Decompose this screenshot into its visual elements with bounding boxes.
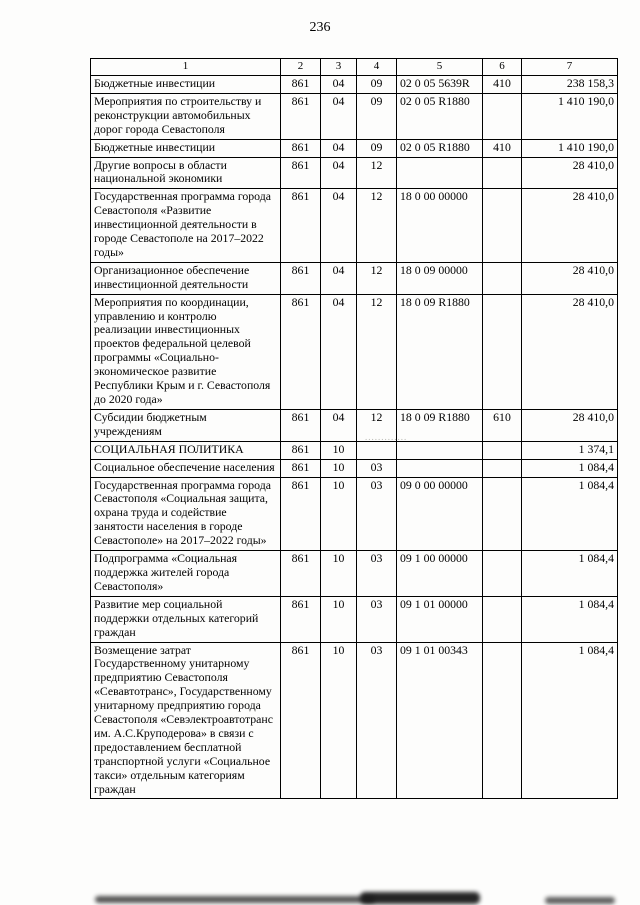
cell-subsection-code: 12 xyxy=(357,409,397,441)
cell-name: Мероприятия по строительству и реконструкции автомобильных дорог города Севастополя xyxy=(91,93,281,139)
cell-grbs-code: 861 xyxy=(281,157,321,189)
cell-grbs-code: 861 xyxy=(281,409,321,441)
cell-expense-type-code xyxy=(483,157,522,189)
table-row xyxy=(91,75,618,93)
header-cell-6: 6 xyxy=(483,59,522,76)
cell-target-article-code: 09 0 00 00000 xyxy=(397,477,483,551)
cell-name: СОЦИАЛЬНАЯ ПОЛИТИКА xyxy=(91,441,281,459)
cell-amount: 238 158,3 xyxy=(522,75,618,93)
cell-section-code: 04 xyxy=(321,262,357,294)
cell-grbs-code: 861 xyxy=(281,93,321,139)
cell-expense-type-code xyxy=(483,294,522,409)
cell-amount: 1 410 190,0 xyxy=(522,93,618,139)
header-row xyxy=(91,59,618,76)
cell-section-code: 10 xyxy=(321,551,357,597)
cell-section-code: 04 xyxy=(321,294,357,409)
scan-artifact-bottom-right-icon xyxy=(545,897,615,904)
table-header xyxy=(91,59,618,76)
cell-expense-type-code xyxy=(483,459,522,477)
cell-section-code: 10 xyxy=(321,477,357,551)
cell-name: Бюджетные инвестиции xyxy=(91,75,281,93)
cell-name: Организационное обеспечение инвестиционной деятельности xyxy=(91,262,281,294)
cell-amount: 1 084,4 xyxy=(522,459,618,477)
header-cell-3: 3 xyxy=(321,59,357,76)
cell-grbs-code: 861 xyxy=(281,189,321,263)
table-row xyxy=(91,642,618,799)
cell-name: Другие вопросы в области национальной экономики xyxy=(91,157,281,189)
cell-subsection-code: 03 xyxy=(357,596,397,642)
cell-name: Государственная программа города Севастополя «Развитие инвестиционной деятельности в городе Севастополе на 2017–2022 годы» xyxy=(91,189,281,263)
cell-expense-type-code xyxy=(483,189,522,263)
cell-name: Бюджетные инвестиции xyxy=(91,139,281,157)
cell-amount: 1 084,4 xyxy=(522,596,618,642)
budget-table xyxy=(90,58,618,799)
cell-amount: 28 410,0 xyxy=(522,294,618,409)
table-row xyxy=(91,551,618,597)
cell-subsection-code: 09 xyxy=(357,75,397,93)
table-row xyxy=(91,262,618,294)
cell-subsection-code: 12 xyxy=(357,262,397,294)
cell-expense-type-code xyxy=(483,596,522,642)
cell-section-code: 04 xyxy=(321,93,357,139)
scan-artifact-bottom-left-icon xyxy=(95,896,375,903)
cell-target-article-code: 02 0 05 5639R xyxy=(397,75,483,93)
cell-amount: 28 410,0 xyxy=(522,157,618,189)
cell-target-article-code xyxy=(397,157,483,189)
cell-target-article-code: 18 0 00 00000 xyxy=(397,189,483,263)
cell-expense-type-code xyxy=(483,441,522,459)
cell-expense-type-code: 410 xyxy=(483,139,522,157)
cell-section-code: 04 xyxy=(321,139,357,157)
cell-section-code: 04 xyxy=(321,409,357,441)
cell-amount: 1 084,4 xyxy=(522,551,618,597)
table-row xyxy=(91,157,618,189)
cell-section-code: 04 xyxy=(321,75,357,93)
page-number: 236 xyxy=(309,20,331,35)
cell-amount: 28 410,0 xyxy=(522,189,618,263)
cell-expense-type-code: 610 xyxy=(483,409,522,441)
scan-artifact-bottom-center-icon xyxy=(360,892,480,904)
table-row xyxy=(91,93,618,139)
cell-section-code: 04 xyxy=(321,157,357,189)
table-row xyxy=(91,294,618,409)
scan-smudge-icon: ............. xyxy=(365,432,408,442)
cell-target-article-code: 09 1 01 00343 xyxy=(397,642,483,799)
cell-amount: 1 084,4 xyxy=(522,642,618,799)
cell-section-code: 10 xyxy=(321,596,357,642)
cell-target-article-code: 18 0 09 00000 xyxy=(397,262,483,294)
cell-name: Государственная программа города Севастополя «Социальная защита, охрана труда и содействие занятости населения в городе Севастополе» на 2017–2022 годы» xyxy=(91,477,281,551)
cell-name: Мероприятия по координации, управлению и контролю реализации инвестиционных проектов федеральной целевой программы «Социально-экономическое развитие Республики Крым и г. Севастополя до 2020 года» xyxy=(91,294,281,409)
cell-section-code: 10 xyxy=(321,642,357,799)
cell-grbs-code: 861 xyxy=(281,459,321,477)
cell-grbs-code: 861 xyxy=(281,551,321,597)
cell-grbs-code: 861 xyxy=(281,596,321,642)
table-row xyxy=(91,596,618,642)
cell-grbs-code: 861 xyxy=(281,75,321,93)
cell-target-article-code: 09 1 00 00000 xyxy=(397,551,483,597)
cell-subsection-code: 03 xyxy=(357,459,397,477)
cell-target-article-code xyxy=(397,459,483,477)
cell-expense-type-code: 410 xyxy=(483,75,522,93)
table-row xyxy=(91,189,618,263)
header-cell-5: 5 xyxy=(397,59,483,76)
header-cell-2: 2 xyxy=(281,59,321,76)
budget-table-container xyxy=(90,58,618,799)
cell-amount: 28 410,0 xyxy=(522,409,618,441)
header-cell-7: 7 xyxy=(522,59,618,76)
cell-subsection-code: 03 xyxy=(357,642,397,799)
cell-expense-type-code xyxy=(483,93,522,139)
cell-subsection-code: 12 xyxy=(357,189,397,263)
cell-expense-type-code xyxy=(483,642,522,799)
cell-grbs-code: 861 xyxy=(281,642,321,799)
cell-grbs-code: 861 xyxy=(281,139,321,157)
cell-subsection-code: 09 xyxy=(357,93,397,139)
cell-target-article-code xyxy=(397,441,483,459)
cell-target-article-code: 02 0 05 R1880 xyxy=(397,93,483,139)
cell-name: Социальное обеспечение населения xyxy=(91,459,281,477)
cell-subsection-code: 09 xyxy=(357,139,397,157)
cell-amount: 1 410 190,0 xyxy=(522,139,618,157)
cell-section-code: 10 xyxy=(321,441,357,459)
cell-name: Субсидии бюджетным учреждениям xyxy=(91,409,281,441)
cell-section-code: 04 xyxy=(321,189,357,263)
cell-target-article-code: 18 0 09 R1880 xyxy=(397,409,483,441)
cell-target-article-code: 18 0 09 R1880 xyxy=(397,294,483,409)
cell-grbs-code: 861 xyxy=(281,441,321,459)
cell-expense-type-code xyxy=(483,551,522,597)
cell-grbs-code: 861 xyxy=(281,477,321,551)
cell-target-article-code: 09 1 01 00000 xyxy=(397,596,483,642)
cell-amount: 28 410,0 xyxy=(522,262,618,294)
cell-subsection-code: 03 xyxy=(357,477,397,551)
cell-section-code: 10 xyxy=(321,459,357,477)
cell-expense-type-code xyxy=(483,262,522,294)
table-row xyxy=(91,477,618,551)
cell-amount: 1 084,4 xyxy=(522,477,618,551)
cell-name: Подпрограмма «Социальная поддержка жителей города Севастополя» xyxy=(91,551,281,597)
cell-target-article-code: 02 0 05 R1880 xyxy=(397,139,483,157)
cell-subsection-code: 12 xyxy=(357,157,397,189)
table-row xyxy=(91,409,618,441)
cell-name: Возмещение затрат Государственному унитарному предприятию Севастополя «Севавтотранс», Государственному унитарному предприятию города Севастополя «Севэлектроавтотранс им. А.С.Круподерова» в связи с предоставлением бесплатной транспортной услуги «Социальное такси» отдельным категориям граждан xyxy=(91,642,281,799)
table-row xyxy=(91,459,618,477)
cell-subsection-code: 03 xyxy=(357,551,397,597)
cell-name: Развитие мер социальной поддержки отдельных категорий граждан xyxy=(91,596,281,642)
cell-grbs-code: 861 xyxy=(281,294,321,409)
table-body xyxy=(91,75,618,799)
cell-amount: 1 374,1 xyxy=(522,441,618,459)
table-row xyxy=(91,441,618,459)
header-cell-4: 4 xyxy=(357,59,397,76)
cell-expense-type-code xyxy=(483,477,522,551)
table-row xyxy=(91,139,618,157)
cell-grbs-code: 861 xyxy=(281,262,321,294)
header-cell-1: 1 xyxy=(91,59,281,76)
cell-subsection-code xyxy=(357,441,397,459)
cell-subsection-code: 12 xyxy=(357,294,397,409)
